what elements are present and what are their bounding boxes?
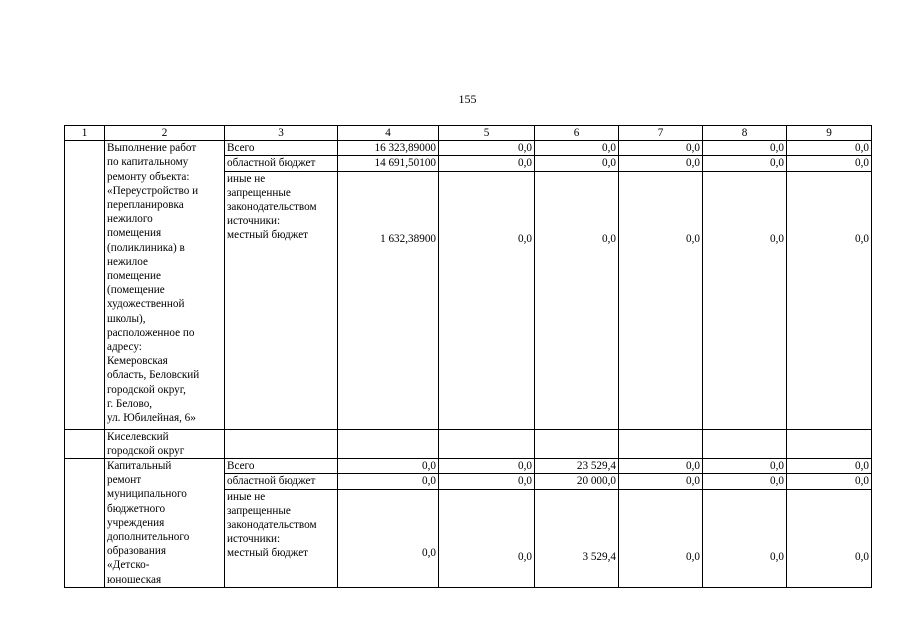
empty-cell	[338, 429, 439, 458]
value-cell: 0,0	[439, 459, 535, 474]
value-cell: 0,0	[338, 489, 439, 587]
object-name-line: муниципального	[107, 488, 187, 501]
object-name-line: нежилого	[107, 213, 153, 226]
column-header: 9	[787, 126, 872, 141]
value-cell: 0,0	[535, 171, 619, 429]
funding-source-line: иные не	[227, 172, 266, 185]
value-cell: 0,0	[619, 459, 703, 474]
object-name-line: городской округ,	[107, 383, 186, 396]
empty-cell	[225, 429, 338, 458]
district-name-line: Киселевский	[107, 430, 169, 443]
object-name-line: «Детско-	[107, 559, 150, 572]
value-cell: 0,0	[439, 141, 535, 156]
object-name-line: бюджетного	[107, 502, 166, 515]
funding-source-line: местный бюджет	[227, 229, 309, 242]
funding-source-line: местный бюджет	[227, 547, 309, 560]
object-name-line: «Переустройство и	[107, 184, 199, 197]
value-cell: 0,0	[338, 459, 439, 474]
value-cell: 0,0	[703, 489, 787, 587]
empty-cell	[619, 429, 703, 458]
funding-source-line: законодательством	[227, 518, 317, 531]
object-name-line: Выполнение работ	[107, 142, 197, 155]
funding-source-line: запрещенные	[227, 186, 291, 199]
value-cell: 0,0	[703, 171, 787, 429]
value-cell: 0,0	[619, 171, 703, 429]
value-cell: 0,0	[703, 141, 787, 156]
object-name-line: Капитальный	[107, 460, 172, 473]
value-cell: 3 529,4	[535, 489, 619, 587]
district-name-cell	[105, 429, 225, 458]
value-cell: 0,0	[703, 459, 787, 474]
value-cell: 0,0	[439, 171, 535, 429]
object-name-line: ремонту объекта:	[107, 170, 190, 183]
empty-cell	[535, 429, 619, 458]
funding-source-cell: областной бюджет	[225, 156, 338, 171]
district-name-line: городской округ	[107, 444, 185, 457]
value-cell: 0,0	[787, 474, 872, 489]
object-name-line: нежилое	[107, 255, 148, 268]
value-cell: 0,0	[787, 459, 872, 474]
object-name-line: перепланировка	[107, 199, 184, 212]
table-row	[65, 141, 872, 156]
table-row	[65, 429, 872, 458]
value-cell: 0,0	[439, 474, 535, 489]
column-header: 6	[535, 126, 619, 141]
object-name-line: по капитальному	[107, 156, 189, 169]
object-name-line: образования	[107, 545, 167, 558]
object-name-line: Кемеровская	[107, 355, 168, 368]
value-cell: 0,0	[535, 141, 619, 156]
column-header: 3	[225, 126, 338, 141]
object-name-line: ул. Юбилейная, 6»	[107, 412, 196, 425]
column-header: 5	[439, 126, 535, 141]
funding-source-line: источники:	[227, 215, 281, 228]
funding-source-cell: Всего	[225, 141, 338, 156]
object-name-line: (помещение	[107, 284, 165, 297]
object-name-line: школы),	[107, 312, 146, 325]
object-name-line: г. Белово,	[107, 397, 153, 410]
value-cell: 0,0	[787, 171, 872, 429]
funding-source-line: запрещенные	[227, 504, 291, 517]
object-name-line: расположенное по	[107, 326, 195, 339]
funding-source-cell	[225, 171, 338, 429]
column-header: 4	[338, 126, 439, 141]
funding-source-line: законодательством	[227, 201, 317, 214]
index-cell	[65, 459, 105, 588]
object-name-line: помещения	[107, 227, 162, 240]
value-cell: 0,0	[787, 489, 872, 587]
table-header-row	[65, 126, 872, 141]
object-name-cell	[105, 459, 225, 588]
value-cell: 0,0	[619, 156, 703, 171]
object-name-line: (поликлиника) в	[107, 241, 185, 254]
index-cell	[65, 141, 105, 429]
value-cell: 23 529,4	[535, 459, 619, 474]
index-cell	[65, 429, 105, 458]
column-header: 7	[619, 126, 703, 141]
object-name-line: ремонт	[107, 474, 142, 487]
funding-source-cell: областной бюджет	[225, 474, 338, 489]
value-cell: 0,0	[619, 489, 703, 587]
value-cell: 0,0	[703, 156, 787, 171]
value-cell: 0,0	[619, 141, 703, 156]
value-cell: 0,0	[787, 141, 872, 156]
value-cell: 0,0	[338, 474, 439, 489]
object-name-line: область, Беловский	[107, 369, 200, 382]
page-number: 155	[458, 92, 477, 106]
empty-cell	[787, 429, 872, 458]
value-cell: 20 000,0	[535, 474, 619, 489]
object-name-line: адресу:	[107, 341, 142, 354]
value-cell: 0,0	[535, 156, 619, 171]
value-cell: 14 691,50100	[338, 156, 439, 171]
value-cell: 0,0	[439, 489, 535, 587]
object-name-cell	[105, 141, 225, 429]
column-header: 1	[65, 126, 105, 141]
funding-source-cell: Всего	[225, 459, 338, 474]
table-row	[65, 459, 872, 474]
empty-cell	[703, 429, 787, 458]
empty-cell	[439, 429, 535, 458]
column-header: 8	[703, 126, 787, 141]
funding-source-line: иные не	[227, 490, 266, 503]
object-name-line: учреждения	[107, 516, 165, 529]
object-name-line: юношеская	[107, 573, 162, 586]
value-cell: 0,0	[439, 156, 535, 171]
value-cell: 0,0	[619, 474, 703, 489]
column-header: 2	[105, 126, 225, 141]
object-name-line: помещение	[107, 270, 161, 283]
funding-source-line: источники:	[227, 533, 281, 546]
funding-source-cell	[225, 489, 338, 587]
value-cell: 0,0	[787, 156, 872, 171]
budget-table	[64, 125, 872, 588]
value-cell: 16 323,89000	[338, 141, 439, 156]
object-name-line: художественной	[107, 298, 185, 311]
value-cell: 1 632,38900	[338, 171, 439, 429]
object-name-line: дополнительного	[107, 531, 190, 544]
value-cell: 0,0	[703, 474, 787, 489]
